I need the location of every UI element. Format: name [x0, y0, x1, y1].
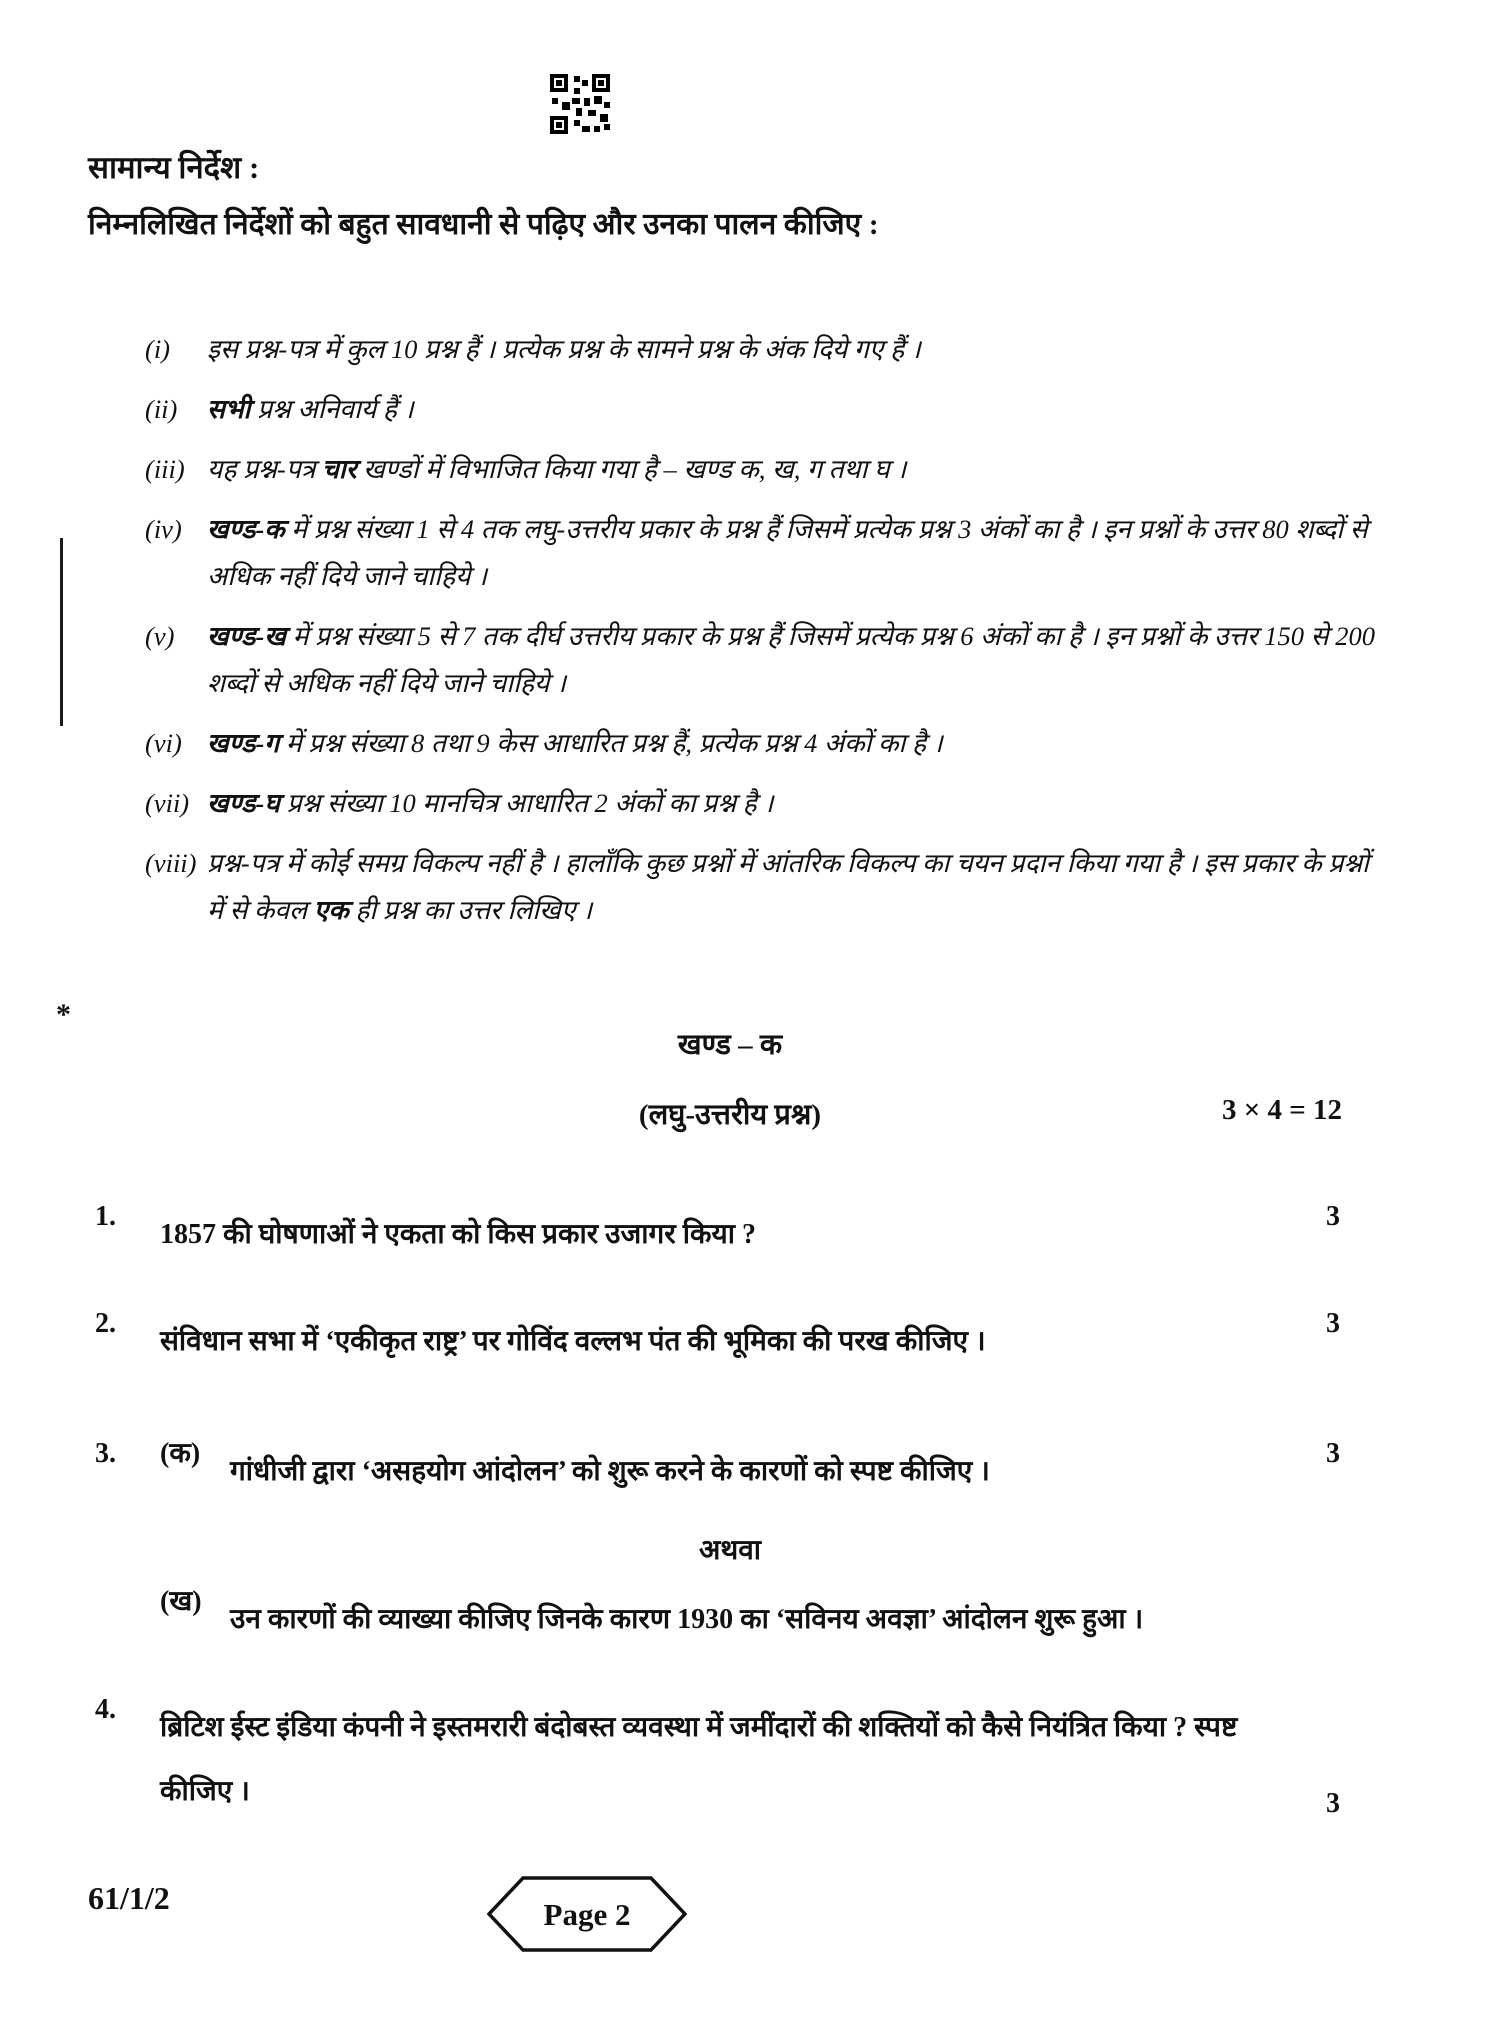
- question-marks: 3: [1326, 1308, 1340, 1339]
- page-number-badge: [487, 1874, 687, 1954]
- question-number: 1.: [95, 1201, 116, 1232]
- section-title: खण्ड – क: [677, 1029, 783, 1061]
- instruction-item-viii: [145, 840, 1385, 934]
- question-3-part-b: [95, 1588, 1340, 1652]
- instruction-text-post: में प्रश्न संख्या 8 तथा 9 केस आधारित प्रश्न हैं, प्रत्येक प्रश्न 4 अंकों का है ।: [279, 728, 943, 758]
- question-number: 2.: [95, 1308, 116, 1339]
- section-marks-formula: 3 × 4 = 12: [1221, 1094, 1342, 1126]
- instruction-text: [207, 506, 1385, 600]
- question-2: [95, 1310, 1340, 1374]
- instruction-text-post: खण्डों में विभाजित किया गया है – खण्ड क, ख, ग तथा घ ।: [356, 454, 907, 484]
- instruction-text-post: ही प्रश्न का उत्तर लिखिए ।: [348, 895, 593, 925]
- paper-code: 61/1/2: [88, 1880, 170, 1916]
- instruction-text: [207, 446, 1385, 493]
- instruction-list: [145, 326, 1385, 947]
- instruction-text: [207, 326, 1385, 373]
- qr-code-icon: [548, 72, 612, 136]
- question-text: गांधीजी द्वारा ‘असहयोग आंदोलन’ को शुरू करने के कारणों को स्पष्ट कीजिए ।: [230, 1456, 990, 1487]
- instruction-text: [207, 840, 1385, 934]
- instruction-number: (iii): [145, 454, 185, 484]
- instruction-number: (viii): [145, 848, 197, 878]
- question-text: ब्रिटिश ईस्ट इंडिया कंपनी ने इस्तमरारी बंदोबस्त व्यवस्था में जमींदारों की शक्तियों को कैसे नियंत्रित किया ? स्पष्ट कीजिए ।: [160, 1712, 1238, 1807]
- instruction-item-vi: [145, 720, 1385, 767]
- question-marks: 3: [1326, 1438, 1340, 1469]
- instruction-number: (vii): [145, 788, 190, 818]
- question-part-label: (ख): [160, 1586, 202, 1617]
- instruction-text-bold: खण्ड-घ: [207, 788, 280, 818]
- instruction-text-pre: यह प्रश्न-पत्र: [207, 454, 323, 484]
- question-marks: 3: [1326, 1201, 1340, 1232]
- instruction-text: [207, 720, 1385, 767]
- instruction-item-iii: [145, 446, 1385, 493]
- question-text: संविधान सभा में ‘एकीकृत राष्ट्र’ पर गोविंद वल्लभ पंत की भूमिका की परख कीजिए ।: [160, 1326, 986, 1357]
- instruction-text-bold: खण्ड-ख: [207, 621, 286, 651]
- question-text: 1857 की घोषणाओं ने एकता को किस प्रकार उजागर किया ?: [160, 1219, 757, 1250]
- instruction-text: [207, 780, 1385, 827]
- instruction-number: (v): [145, 621, 175, 651]
- instruction-text-post: में प्रश्न संख्या 1 से 4 तक लघु-उत्तरीय प्रकार के प्रश्न हैं जिसमें प्रत्येक प्रश्न 3 अंकों का है । इन प्रश्नों के उत्तर 80 शब्दों से अधिक नहीं दिये जाने चाहिये ।: [207, 514, 1368, 591]
- instruction-number: (ii): [145, 394, 178, 424]
- instructions-subheading: निम्नलिखित निर्देशों को बहुत सावधानी से पढ़िए और उनका पालन कीजिए :: [88, 208, 879, 241]
- instruction-item-ii: [145, 386, 1385, 433]
- instruction-text-post: प्रश्न संख्या 10 मानचित्र आधारित 2 अंकों का प्रश्न है ।: [279, 788, 774, 818]
- instruction-text-post: में प्रश्न संख्या 5 से 7 तक दीर्घ उत्तरीय प्रकार के प्रश्न हैं जिसमें प्रत्येक प्रश्न 6 अंकों का है । इन प्रश्नों के उत्तर 150 से 200 शब्दों से अधिक नहीं दिये जाने चाहिये ।: [207, 621, 1375, 698]
- margin-asterisk: *: [56, 998, 71, 1031]
- instruction-number: (vi): [145, 728, 182, 758]
- question-number: 3.: [95, 1438, 116, 1469]
- instruction-text-bold: सभी: [207, 394, 251, 424]
- question-marks: 3: [1326, 1788, 1340, 1819]
- question-4: [95, 1696, 1340, 1824]
- question-text: उन कारणों की व्याख्या कीजिए जिनके कारण 1930 का ‘सविनय अवज्ञा’ आंदोलन शुरू हुआ ।: [230, 1604, 1144, 1635]
- instruction-text: [207, 386, 1385, 433]
- instruction-text: [207, 613, 1385, 707]
- or-separator: अथवा: [698, 1535, 762, 1566]
- question-part-label: (क): [160, 1438, 201, 1469]
- general-instructions-heading: सामान्य निर्देश :: [88, 150, 260, 185]
- instruction-text-pre: इस प्रश्न-पत्र में कुल 10 प्रश्न हैं । प्रत्येक प्रश्न के सामने प्रश्न के अंक दिये गए हैं ।: [207, 334, 921, 364]
- instruction-number: (i): [145, 334, 171, 364]
- instruction-text-bold: चार: [322, 454, 357, 484]
- question-1: [95, 1203, 1340, 1267]
- section-subtitle: (लघु-उत्तरीय प्रश्न): [638, 1099, 822, 1131]
- instruction-item-i: [145, 326, 1385, 373]
- instruction-text-bold: खण्ड-ग: [207, 728, 280, 758]
- page-number-label: Page 2: [543, 1897, 631, 1932]
- instruction-text-pre: प्रश्न-पत्र में कोई समग्र विकल्प नहीं है । हालाँकि कुछ प्रश्नों में आंतरिक विकल्प का चयन प्रदान किया गया है । इस प्रकार के प्रश्नों में से केवल: [207, 848, 1369, 925]
- instruction-item-vii: [145, 780, 1385, 827]
- question-3-part-a: [95, 1440, 1340, 1504]
- question-number: 4.: [95, 1694, 116, 1725]
- left-margin-line: [60, 538, 63, 726]
- instruction-item-iv: [145, 506, 1385, 600]
- section-subtitle-row: [90, 1094, 1370, 1133]
- instruction-text-bold: खण्ड-क: [207, 514, 285, 544]
- instruction-text-bold: एक: [313, 895, 349, 925]
- instruction-item-v: [145, 613, 1385, 707]
- instruction-number: (iv): [145, 514, 182, 544]
- instruction-text-post: प्रश्न अनिवार्य हैं ।: [250, 394, 414, 424]
